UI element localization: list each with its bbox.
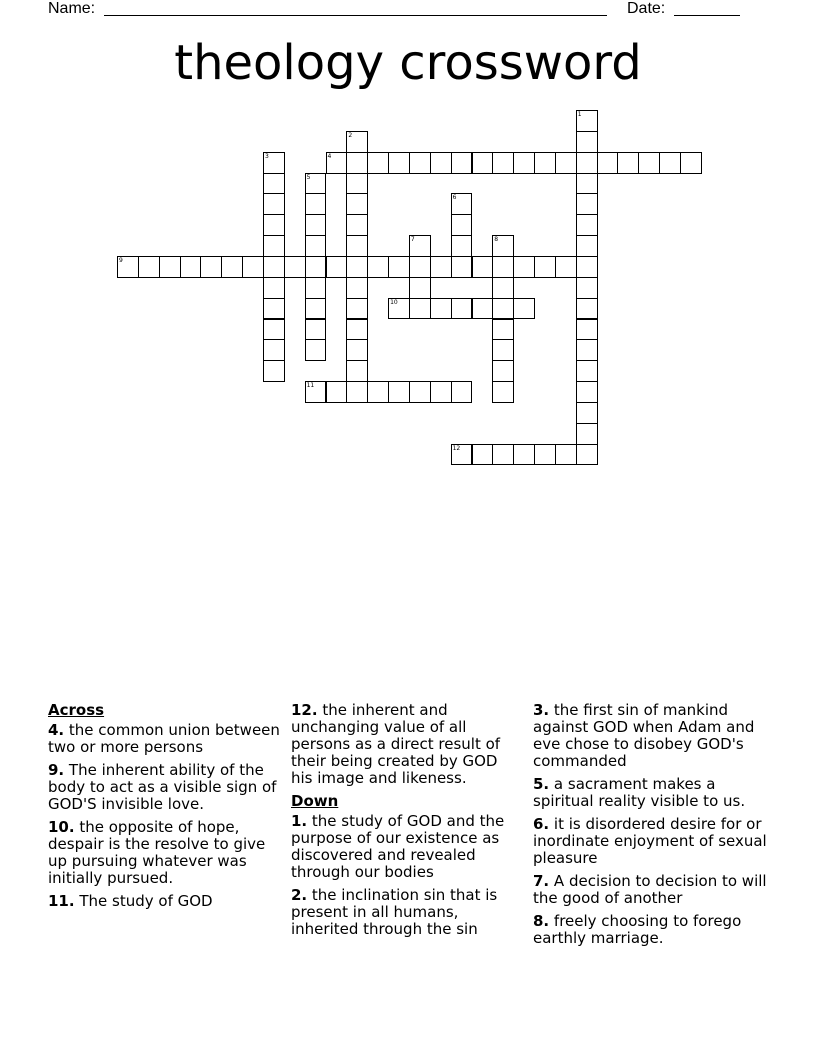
crossword-cell[interactable] [576, 152, 598, 174]
clue-text: the study of GOD and the purpose of our existence as discovered and revealed through our bodies [291, 812, 505, 881]
crossword-cell[interactable] [305, 256, 327, 278]
cell-number: 4 [327, 152, 332, 160]
crossword-cell[interactable] [367, 256, 389, 278]
cell-number: 5 [306, 173, 311, 181]
crossword-cell[interactable] [388, 298, 410, 320]
cell-number: 8 [494, 236, 499, 244]
crossword-grid [0, 0, 816, 480]
crossword-cell[interactable] [346, 152, 368, 174]
clue-down-8 [533, 913, 769, 947]
crossword-cell[interactable] [263, 193, 285, 215]
crossword-cell[interactable] [451, 214, 473, 236]
crossword-cell[interactable] [576, 193, 598, 215]
crossword-cell[interactable] [638, 152, 660, 174]
clue-number: 3. [533, 701, 550, 719]
crossword-cell[interactable] [263, 152, 285, 174]
crossword-cell[interactable] [263, 256, 285, 278]
clue-text: freely choosing to forego earthly marriage. [533, 912, 742, 947]
clue-text: The study of GOD [79, 892, 213, 910]
crossword-cell[interactable] [367, 152, 389, 174]
clue-across-10 [48, 819, 284, 887]
crossword-cell[interactable] [513, 256, 535, 278]
clue-across-9 [48, 762, 284, 813]
crossword-cell[interactable] [388, 256, 410, 278]
clue-number: 4. [48, 721, 65, 739]
clue-number: 1. [291, 812, 308, 830]
cell-number: 1 [577, 111, 582, 118]
crossword-cell[interactable] [346, 319, 368, 341]
crossword-cell[interactable] [305, 298, 327, 320]
crossword-cell[interactable] [305, 214, 327, 236]
clue-number: 7. [533, 872, 550, 890]
crossword-cell[interactable] [451, 152, 473, 174]
crossword-cell[interactable] [388, 381, 410, 403]
crossword-cell[interactable] [576, 277, 598, 299]
cell-number: 2 [348, 131, 353, 139]
crossword-cell[interactable] [513, 444, 535, 466]
crossword-cell[interactable] [200, 256, 222, 278]
crossword-cell[interactable] [472, 444, 494, 466]
clue-column-1 [48, 702, 284, 916]
crossword-cell[interactable] [305, 173, 327, 195]
cell-number: 9 [119, 257, 123, 264]
clue-down-1 [291, 813, 523, 881]
clue-text: the inclination sin that is present in all humans, inherited through the sin [291, 886, 498, 938]
crossword-cell[interactable] [576, 298, 598, 320]
clue-text: The inherent ability of the body to act as a visible sign of GOD'S invisible love. [48, 761, 277, 813]
crossword-cell[interactable] [263, 214, 285, 236]
crossword-cell[interactable] [492, 152, 514, 174]
crossword-cell[interactable] [263, 277, 285, 299]
crossword-cell[interactable] [472, 298, 494, 320]
clue-number: 5. [533, 775, 550, 793]
date-label: Date: [627, 0, 666, 17]
cell-number: 7 [410, 236, 415, 244]
crossword-cell[interactable] [346, 173, 368, 195]
crossword-cell[interactable] [263, 339, 285, 361]
clue-column-2 [291, 702, 523, 944]
clue-text: the common union between two or more persons [48, 721, 280, 756]
crossword-cell[interactable] [576, 131, 598, 153]
crossword-cell[interactable] [555, 444, 577, 466]
crossword-cell[interactable] [346, 131, 368, 153]
crossword-cell[interactable] [180, 256, 202, 278]
clue-number: 9. [48, 761, 65, 779]
crossword-cell[interactable] [492, 339, 514, 361]
crossword-cell[interactable] [451, 235, 473, 257]
clue-across-11 [48, 893, 284, 910]
crossword-cell[interactable] [576, 319, 598, 341]
crossword-cell[interactable] [346, 235, 368, 257]
crossword-cell[interactable] [576, 402, 598, 424]
crossword-cell[interactable] [326, 381, 348, 403]
crossword-cell[interactable] [492, 319, 514, 341]
crossword-cell[interactable] [409, 152, 431, 174]
crossword-cell[interactable] [555, 256, 577, 278]
crossword-cell[interactable] [159, 256, 181, 278]
crossword-cell[interactable] [305, 339, 327, 361]
crossword-cell[interactable] [534, 256, 556, 278]
cell-number: 11 [306, 382, 315, 390]
crossword-cell[interactable] [597, 152, 619, 174]
clue-number: 12. [291, 701, 318, 719]
crossword-cell[interactable] [138, 256, 160, 278]
crossword-cell[interactable] [576, 423, 598, 445]
clue-down-6 [533, 816, 769, 867]
crossword-cell[interactable] [492, 381, 514, 403]
page-title: theology crossword [174, 35, 642, 91]
clue-across-4 [48, 722, 284, 756]
across-heading: Across [48, 701, 105, 719]
crossword-cell[interactable] [451, 444, 473, 466]
clue-number: 10. [48, 818, 75, 836]
crossword-cell[interactable] [346, 381, 368, 403]
crossword-cell[interactable] [451, 193, 473, 215]
crossword-cell[interactable] [534, 444, 556, 466]
crossword-cell[interactable] [492, 444, 514, 466]
crossword-cell[interactable] [492, 277, 514, 299]
clue-across-12 [291, 702, 523, 787]
clue-text: it is disordered desire for or inordinate enjoyment of sexual pleasure [533, 815, 767, 867]
clue-text: the first sin of mankind against GOD when Adam and eve chose to disobey GOD's commanded [533, 701, 755, 770]
crossword-cell[interactable] [221, 256, 243, 278]
crossword-cell[interactable] [263, 235, 285, 257]
crossword-cell[interactable] [284, 256, 306, 278]
clue-down-2 [291, 887, 523, 938]
crossword-cell[interactable] [117, 256, 139, 278]
crossword-cell[interactable] [242, 256, 264, 278]
crossword-cell[interactable] [513, 298, 535, 320]
cell-number: 6 [452, 194, 457, 202]
crossword-cell[interactable] [409, 256, 431, 278]
crossword-cell[interactable] [492, 360, 514, 382]
cell-number: 12 [452, 444, 461, 452]
clue-text: the opposite of hope, despair is the resolve to give up pursuing whatever was initially pursued. [48, 818, 266, 887]
crossword-cell[interactable] [555, 152, 577, 174]
crossword-cell[interactable] [451, 381, 473, 403]
crossword-cell[interactable] [346, 193, 368, 215]
clue-column-3 [533, 702, 769, 953]
crossword-cell[interactable] [305, 235, 327, 257]
crossword-cell[interactable] [576, 381, 598, 403]
crossword-cell[interactable] [346, 360, 368, 382]
crossword-cell[interactable] [492, 256, 514, 278]
crossword-cell[interactable] [388, 152, 410, 174]
cell-number: 3 [265, 152, 269, 160]
clue-text: A decision to decision to will the good of another [533, 872, 767, 907]
crossword-cell[interactable] [492, 298, 514, 320]
crossword-cell[interactable] [576, 360, 598, 382]
crossword-cell[interactable] [659, 152, 681, 174]
clue-down-5 [533, 776, 769, 810]
crossword-cell[interactable] [263, 298, 285, 320]
crossword-cell[interactable] [263, 319, 285, 341]
crossword-cell[interactable] [576, 256, 598, 278]
crossword-cell[interactable] [451, 256, 473, 278]
crossword-cell[interactable] [367, 381, 389, 403]
clue-number: 11. [48, 892, 75, 910]
clue-number: 6. [533, 815, 550, 833]
crossword-cell[interactable] [346, 277, 368, 299]
crossword-cell[interactable] [305, 193, 327, 215]
crossword-cell[interactable] [305, 277, 327, 299]
crossword-cell[interactable] [430, 256, 452, 278]
crossword-cell[interactable] [263, 173, 285, 195]
crossword-cell[interactable] [617, 152, 639, 174]
crossword-cell[interactable] [409, 298, 431, 320]
clue-number: 8. [533, 912, 550, 930]
crossword-cell[interactable] [576, 173, 598, 195]
crossword-cell[interactable] [409, 381, 431, 403]
crossword-cell[interactable] [680, 152, 702, 174]
crossword-cell[interactable] [576, 235, 598, 257]
clue-text: a sacrament makes a spiritual reality visible to us. [533, 775, 746, 810]
crossword-cell[interactable] [409, 277, 431, 299]
cell-number: 10 [390, 298, 398, 306]
crossword-cell[interactable] [534, 152, 556, 174]
crossword-cell[interactable] [409, 235, 431, 257]
crossword-cell[interactable] [576, 214, 598, 236]
crossword-cell[interactable] [430, 381, 452, 403]
name-label: Name: [48, 0, 96, 17]
crossword-cell[interactable] [472, 256, 494, 278]
clue-down-7 [533, 873, 769, 907]
crossword-cell[interactable] [430, 152, 452, 174]
crossword-cell[interactable] [513, 152, 535, 174]
crossword-cell[interactable] [430, 298, 452, 320]
crossword-cell[interactable] [305, 381, 327, 403]
crossword-cell[interactable] [346, 214, 368, 236]
crossword-cell[interactable] [346, 256, 368, 278]
down-heading: Down [291, 792, 339, 810]
crossword-cell[interactable] [346, 339, 368, 361]
crossword-cell[interactable] [576, 444, 598, 466]
clue-number: 2. [291, 886, 308, 904]
crossword-cell[interactable] [451, 298, 473, 320]
crossword-cell[interactable] [472, 152, 494, 174]
crossword-cell[interactable] [346, 298, 368, 320]
crossword-cell[interactable] [326, 256, 348, 278]
crossword-cell[interactable] [576, 339, 598, 361]
crossword-cell[interactable] [576, 110, 598, 132]
clue-text: the inherent and unchanging value of all persons as a direct result of their being created by GOD his image and likeness. [291, 701, 501, 787]
crossword-cell[interactable] [305, 319, 327, 341]
clue-down-3 [533, 702, 769, 770]
crossword-cell[interactable] [263, 360, 285, 382]
crossword-cell[interactable] [326, 152, 348, 174]
crossword-cell[interactable] [492, 235, 514, 257]
